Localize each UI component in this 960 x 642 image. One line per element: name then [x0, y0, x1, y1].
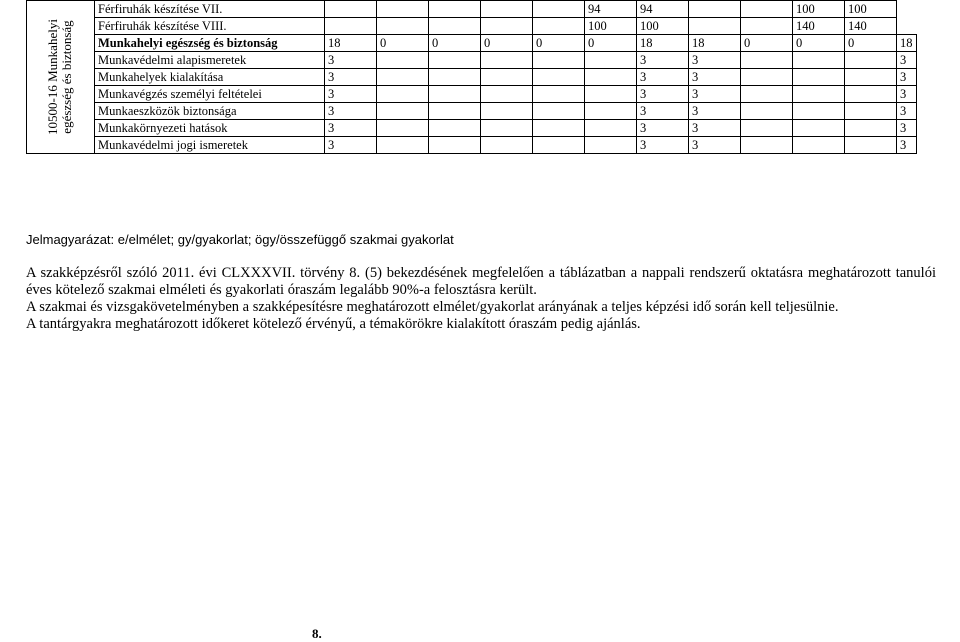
hours-cell [429, 103, 481, 120]
table-row [27, 103, 917, 120]
hours-cell: 3 [325, 69, 377, 86]
hours-cell [533, 1, 585, 18]
hours-cell: 3 [897, 137, 917, 154]
hours-cell [793, 120, 845, 137]
row-name: Munkahelyi egészség és biztonság [95, 35, 325, 52]
hours-cell [429, 52, 481, 69]
hours-cell [533, 18, 585, 35]
hours-cell: 100 [845, 1, 897, 18]
hours-cell [377, 52, 429, 69]
hours-cell: 0 [533, 35, 585, 52]
note-paragraph: A szakmai és vizsgakövetelményben a szakképesítésre meghatározott elmélet/gyakorlat arányának a teljes képzési idő során kell teljesülnie. [26, 299, 839, 315]
hours-cell: 3 [897, 52, 917, 69]
hours-cell: 3 [637, 137, 689, 154]
hours-cell: 0 [793, 35, 845, 52]
hours-cell [429, 18, 481, 35]
hours-cell [793, 69, 845, 86]
hours-cell [533, 86, 585, 103]
hours-cell [585, 120, 637, 137]
hours-cell [533, 52, 585, 69]
hours-cell [325, 18, 377, 35]
hours-cell [481, 52, 533, 69]
row-name: Munkahelyek kialakítása [95, 69, 325, 86]
hours-cell [741, 137, 793, 154]
hours-cell: 3 [689, 120, 741, 137]
row-name: Munkakörnyezeti hatások [95, 120, 325, 137]
hours-cell [429, 86, 481, 103]
hours-cell [481, 69, 533, 86]
hours-cell [793, 137, 845, 154]
hours-cell [533, 103, 585, 120]
table-row [27, 18, 917, 35]
table-row [27, 35, 917, 52]
hours-cell [585, 69, 637, 86]
hours-cell [481, 18, 533, 35]
hours-cell: 18 [637, 35, 689, 52]
hours-cell [377, 69, 429, 86]
hours-cell [377, 137, 429, 154]
hours-cell [585, 52, 637, 69]
hours-cell [845, 52, 897, 69]
hours-cell: 3 [325, 120, 377, 137]
hours-cell [741, 52, 793, 69]
row-name: Munkaeszközök biztonsága [95, 103, 325, 120]
hours-cell: 3 [637, 69, 689, 86]
hours-cell: 3 [325, 103, 377, 120]
hours-cell [689, 18, 741, 35]
hours-cell [481, 103, 533, 120]
hours-cell [481, 137, 533, 154]
hours-cell: 18 [689, 35, 741, 52]
hours-cell [845, 86, 897, 103]
hours-cell: 94 [637, 1, 689, 18]
note-paragraph: A tantárgyakra meghatározott időkeret kötelező érvényű, a témakörökre kialakított óraszám pedig ajánlás. [26, 316, 641, 332]
table-row [27, 137, 917, 154]
hours-cell: 18 [325, 35, 377, 52]
hours-cell: 3 [897, 103, 917, 120]
hours-cell: 0 [585, 35, 637, 52]
hours-cell [585, 86, 637, 103]
hours-cell: 3 [689, 86, 741, 103]
row-name: Munkavégzés személyi feltételei [95, 86, 325, 103]
hours-cell: 3 [689, 52, 741, 69]
hours-cell [793, 103, 845, 120]
hours-cell: 100 [637, 18, 689, 35]
hours-cell [429, 137, 481, 154]
hours-cell [325, 1, 377, 18]
row-name: Férfiruhák készítése VIII. [95, 18, 325, 35]
hours-cell: 0 [481, 35, 533, 52]
curriculum-table [26, 0, 917, 154]
hours-cell [429, 69, 481, 86]
legend-text: Jelmagyarázat: e/elmélet; gy/gyakorlat; ögy/összefüggő szakmai gyakorlat [26, 232, 454, 247]
hours-cell: 0 [377, 35, 429, 52]
hours-cell: 0 [845, 35, 897, 52]
hours-cell: 3 [325, 52, 377, 69]
hours-cell [585, 137, 637, 154]
hours-cell: 3 [897, 86, 917, 103]
row-name: Munkavédelmi jogi ismeretek [95, 137, 325, 154]
hours-cell: 3 [897, 69, 917, 86]
table-row [27, 86, 917, 103]
hours-cell: 3 [689, 103, 741, 120]
table-row [27, 120, 917, 137]
hours-cell [481, 120, 533, 137]
hours-cell [533, 137, 585, 154]
hours-cell [429, 120, 481, 137]
hours-cell: 3 [689, 69, 741, 86]
hours-cell [533, 69, 585, 86]
hours-cell: 3 [637, 103, 689, 120]
hours-cell [429, 1, 481, 18]
hours-cell [741, 18, 793, 35]
hours-cell: 3 [325, 137, 377, 154]
notes-block [26, 265, 936, 333]
hours-cell: 0 [741, 35, 793, 52]
note-paragraph: A szakképzésről szóló 2011. évi CLXXXVII. törvény 8. (5) bekezdésének megfelelően a táblázatban a nappali rendszerű oktatásra meghatározott tanulói éves kötelező szakmai elméleti és gyakorlati óraszám legalább 90%-a felosztásra került. [26, 265, 936, 298]
hours-cell [793, 52, 845, 69]
hours-cell: 140 [845, 18, 897, 35]
hours-cell [377, 103, 429, 120]
module-side-label [27, 1, 95, 154]
hours-cell [793, 86, 845, 103]
hours-cell [741, 69, 793, 86]
hours-cell [377, 18, 429, 35]
hours-cell: 18 [897, 35, 917, 52]
hours-cell: 140 [793, 18, 845, 35]
hours-cell: 3 [897, 120, 917, 137]
hours-cell [481, 1, 533, 18]
hours-cell [585, 103, 637, 120]
hours-cell: 0 [429, 35, 481, 52]
hours-cell [741, 103, 793, 120]
hours-cell [741, 86, 793, 103]
row-name: Munkavédelmi alapismeretek [95, 52, 325, 69]
hours-cell [377, 120, 429, 137]
hours-cell: 3 [325, 86, 377, 103]
hours-cell: 3 [689, 137, 741, 154]
module-side-label-text: 10500-16 Munkahelyi egészség és biztonság [45, 19, 74, 135]
hours-cell [845, 120, 897, 137]
table-row [27, 52, 917, 69]
table-row [27, 69, 917, 86]
table-row [27, 1, 917, 18]
hours-cell [741, 1, 793, 18]
hours-cell [741, 120, 793, 137]
hours-cell: 94 [585, 1, 637, 18]
hours-cell [533, 120, 585, 137]
hours-cell: 100 [585, 18, 637, 35]
hours-cell [689, 1, 741, 18]
hours-cell [845, 69, 897, 86]
hours-cell [377, 86, 429, 103]
page-number: 8. [312, 626, 322, 641]
hours-cell [481, 86, 533, 103]
hours-cell [377, 1, 429, 18]
row-name: Férfiruhák készítése VII. [95, 1, 325, 18]
hours-cell: 3 [637, 86, 689, 103]
hours-cell: 100 [793, 1, 845, 18]
hours-cell [845, 103, 897, 120]
hours-cell [845, 137, 897, 154]
hours-cell: 3 [637, 52, 689, 69]
hours-cell: 3 [637, 120, 689, 137]
